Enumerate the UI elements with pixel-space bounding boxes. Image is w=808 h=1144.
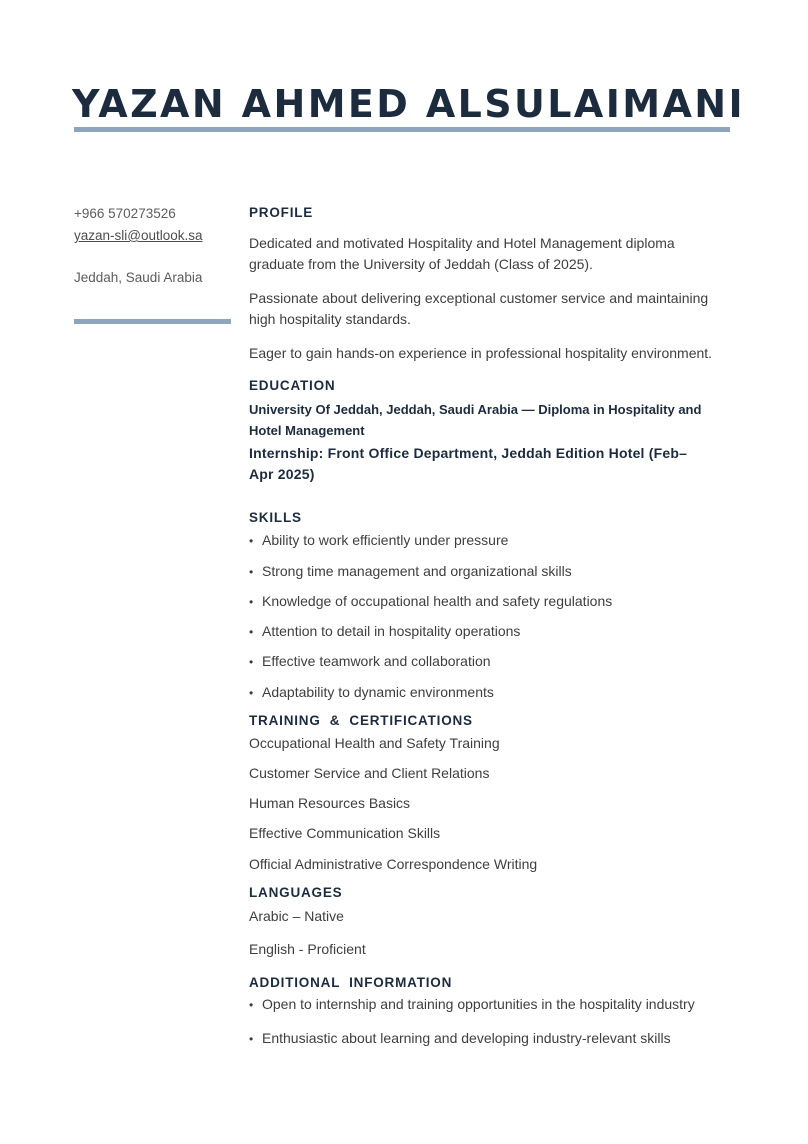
profile-heading: PROFILE [249,205,314,220]
skills-heading: SKILLS [249,510,302,525]
additional-heading: ADDITIONAL INFORMATION [249,975,453,990]
skill-item: • Strong time management and organizational skills [249,561,572,582]
profile-text-line: Dedicated and motivated Hospitality and Hotel Management diploma [249,235,675,251]
contact-block [74,203,234,289]
bullet-icon: • [249,998,254,1012]
languages-heading: LANGUAGES [249,885,343,900]
language-item: English - Proficient [249,941,366,957]
training-item: Occupational Health and Safety Training [249,735,500,751]
additional-item: • Open to internship and training opportunities in the hospitality industry [249,994,695,1015]
skill-item: • Ability to work efficiently under pressure [249,530,508,551]
bullet-icon: • [249,625,254,639]
profile-text-line: high hospitality standards. [249,311,411,327]
training-item: Customer Service and Client Relations [249,765,490,781]
profile-text-line: Passionate about delivering exceptional customer service and maintaining [249,290,709,306]
email-link[interactable]: yazan-sli@outlook.sa [74,228,203,243]
education-degree: University Of Jeddah, Jeddah, Saudi Arabia — Diploma in Hospitality and [249,402,702,417]
skill-item: • Effective teamwork and collaboration [249,651,491,672]
bullet-icon: • [249,1032,254,1046]
training-heading: TRAINING & CERTIFICATIONS [249,713,473,728]
bullet-icon: • [249,534,254,548]
bullet-icon: • [249,565,254,579]
profile-text-line: Eager to gain hands-on experience in professional hospitality environment. [249,345,713,361]
bullet-icon: • [249,686,254,700]
skill-item: • Adaptability to dynamic environments [249,682,494,703]
education-internship: Internship: Front Office Department, Jeddah Edition Hotel (Feb– [249,445,688,461]
skill-item: • Attention to detail in hospitality operations [249,621,520,642]
education-internship: Apr 2025) [249,466,315,482]
training-item: Human Resources Basics [249,795,411,811]
header-divider [74,127,730,132]
profile-text-line: graduate from the University of Jeddah (Class of 2025). [249,256,593,272]
training-item: Official Administrative Correspondence Writing [249,856,538,872]
bullet-icon: • [249,595,254,609]
candidate-name: YAZAN AHMED ALSULAIMANI [72,82,746,126]
phone-number: +966 570273526 [74,206,176,221]
skill-item: • Knowledge of occupational health and safety regulations [249,591,612,612]
language-item: Arabic – Native [249,908,344,924]
training-item: Effective Communication Skills [249,825,441,841]
bullet-icon: • [249,655,254,669]
contact-divider [74,319,231,324]
location: Jeddah, Saudi Arabia [74,270,203,285]
additional-item: • Enthusiastic about learning and developing industry-relevant skills [249,1028,671,1049]
education-heading: EDUCATION [249,378,336,393]
education-degree: Hotel Management [249,423,365,438]
